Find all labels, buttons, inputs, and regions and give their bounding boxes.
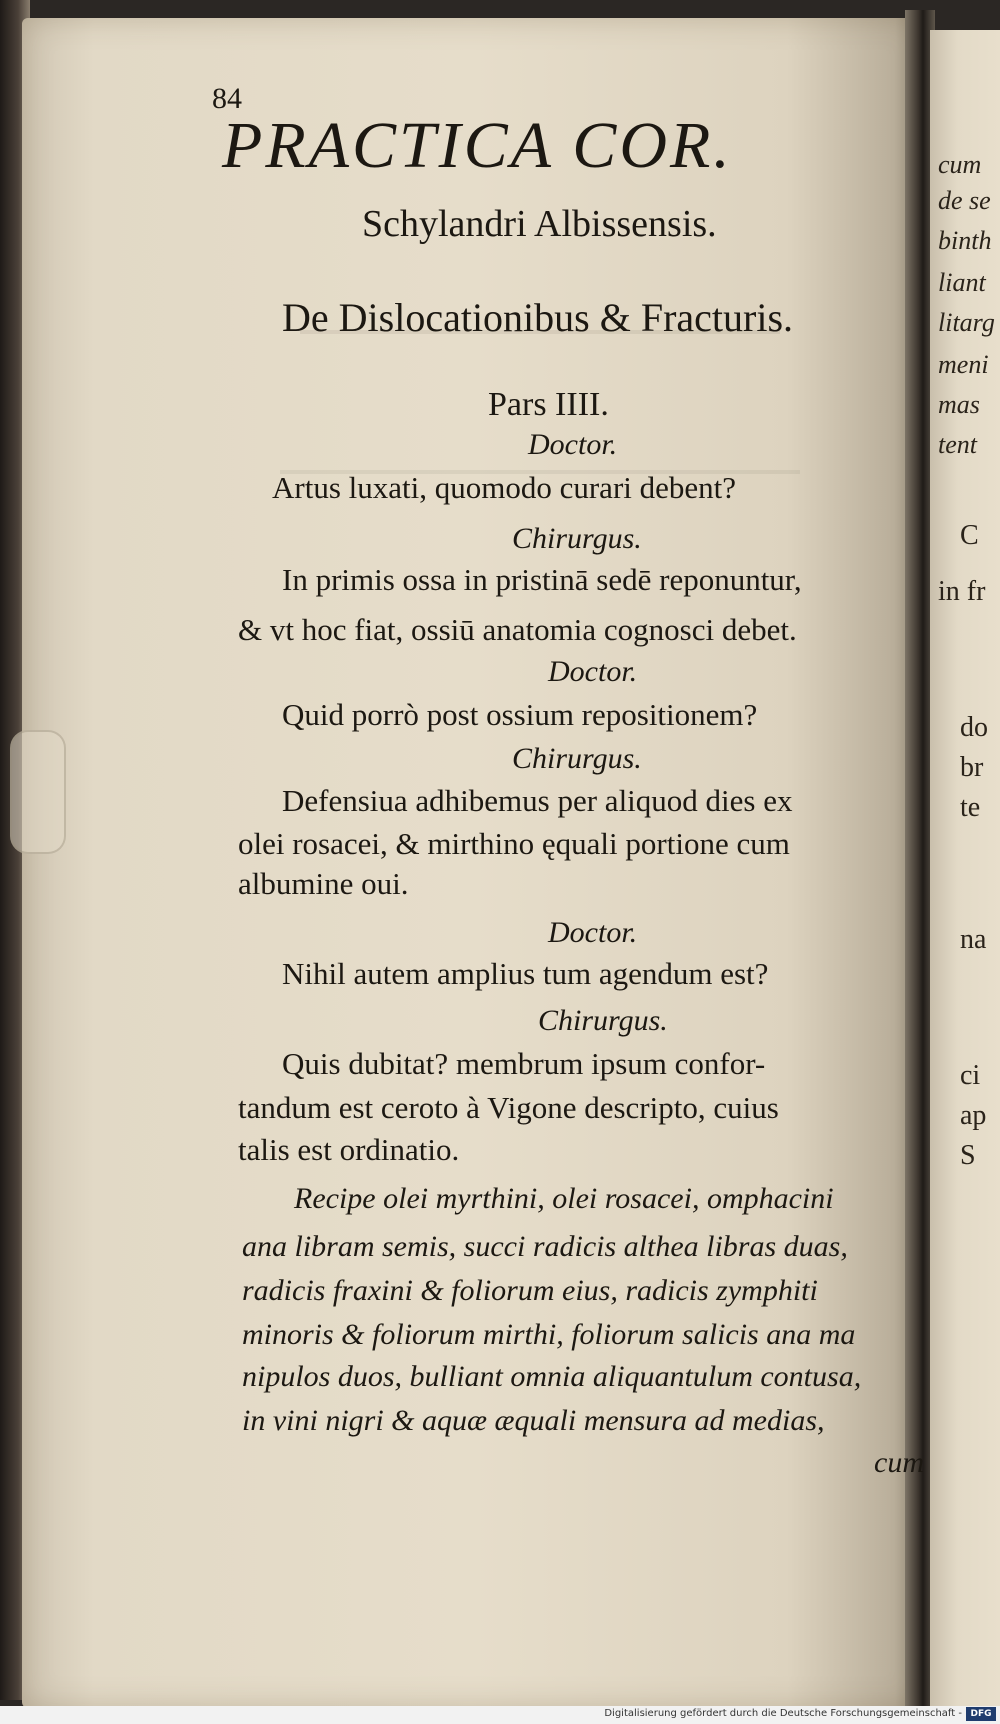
speaker-label: Chirurgus. (512, 742, 642, 775)
part-heading: Pars IIII. (488, 386, 609, 423)
section-title: De Dislocationibus & Fracturis. (282, 295, 794, 340)
facing-page-fragment: ci (960, 1060, 981, 1091)
speaker-label: Chirurgus. (538, 1004, 668, 1037)
running-title: PRACTICA COR. (222, 109, 733, 182)
text-line: Quis dubitat? membrum ipsum confor- (282, 1046, 766, 1081)
facing-page-fragment: tent (938, 430, 977, 459)
text-line: Artus luxati, quomodo curari debent? (272, 470, 737, 505)
text-line: & vt hoc fiat, ossiū anatomia cognosci debet. (238, 612, 797, 647)
speaker-label: Chirurgus. (512, 522, 642, 555)
funding-notice: Digitalisierung gefördert durch die Deutsche Forschungsgemeinschaft - (604, 1708, 962, 1719)
facing-page-fragment: binth (938, 226, 992, 255)
recipe-line: minoris & foliorum mirthi, foliorum salicis ana ma (242, 1318, 856, 1351)
facing-page-fragment: do (960, 712, 988, 743)
facing-page-fragment: cum (938, 150, 982, 179)
facing-page-fragment: C (960, 520, 979, 551)
text-line: Nihil autem amplius tum agendum est? (282, 956, 769, 991)
page-number: 84 (212, 82, 242, 115)
text-line: olei rosacei, & mirthino ęquali portione cum (238, 826, 790, 861)
text-line: Quid porrò post ossium repositionem? (282, 697, 758, 732)
speaker-label: Doctor. (548, 916, 638, 949)
facing-page-fragment: meni (938, 350, 989, 379)
facing-page-fragment: ap (960, 1100, 987, 1131)
speaker-label: Doctor. (548, 655, 638, 688)
text-line: tandum est ceroto à Vigone descripto, cuius (238, 1090, 779, 1125)
catchword: cum (874, 1446, 924, 1479)
facing-page-fragment: S (960, 1140, 976, 1171)
recipe-line: in vini nigri & aquæ æquali mensura ad medias, (242, 1404, 825, 1437)
facing-page-fragment: na (960, 924, 987, 955)
page-clasp-mark (10, 730, 66, 854)
recipe-line: ana libram semis, succi radicis althea libras duas, (242, 1230, 848, 1263)
facing-page-fragment: litarg (938, 308, 995, 337)
text-line: talis est ordinatio. (238, 1132, 460, 1167)
facing-page-fragment: de se (938, 186, 991, 215)
facing-page-fragment: liant (938, 268, 986, 297)
text-line: Defensiua adhibemus per aliquod dies ex (282, 783, 793, 818)
facing-page-fragment: te (960, 792, 981, 823)
text-line: In primis ossa in pristinā sedē reponuntur, (282, 562, 802, 597)
author-line: Schylandri Albissensis. (362, 203, 717, 245)
speaker-label: Doctor. (528, 428, 618, 461)
facing-page-fragment: br (960, 752, 984, 783)
left-page (22, 18, 922, 1708)
recipe-line: nipulos duos, bulliant omnia aliquantulum contusa, (242, 1360, 862, 1393)
text-line: albumine oui. (238, 866, 409, 901)
recipe-line: radicis fraxini & foliorum eius, radicis zymphiti (242, 1274, 818, 1307)
facing-page-fragment: in fr (938, 576, 986, 607)
facing-page-fragment: mas (938, 390, 980, 419)
dfg-logo: DFG (966, 1707, 996, 1721)
recipe-line: Recipe olei myrthini, olei rosacei, omphacini (294, 1182, 834, 1215)
